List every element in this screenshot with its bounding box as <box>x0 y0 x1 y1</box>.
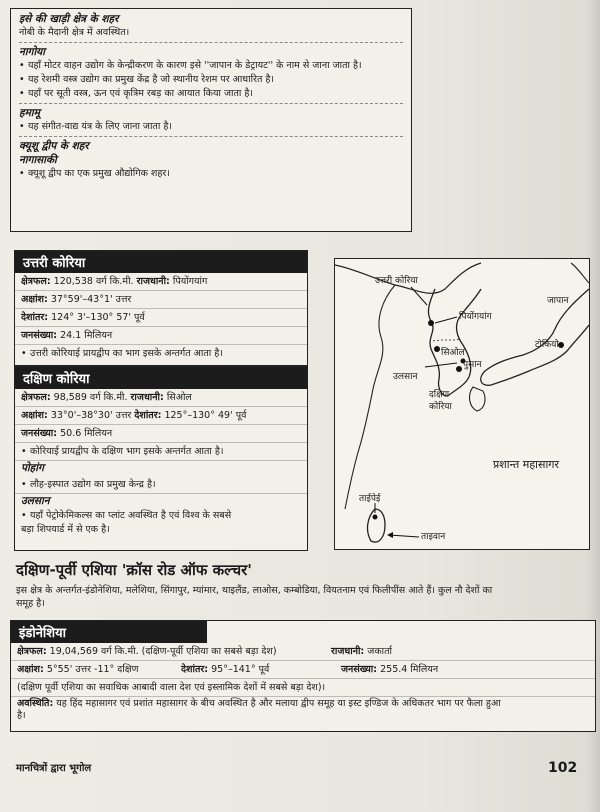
heading-kyushu: क्यूशू द्वीप के शहर <box>19 140 89 152</box>
indo-note-row: (दक्षिण पूर्वी एशिया का सवाधिक आबादी वाला देश एवं इस्लामिक देशों में सबसे बड़ा देश)। <box>11 679 595 697</box>
south-korea-title: दक्षिण कोरिया <box>15 367 307 389</box>
north-korea-box <box>14 250 308 366</box>
sk-area-row: क्षेत्रफल: 98,589 वर्ग कि.मी. राजधानी: सिओल <box>15 389 307 407</box>
ulsan-arrow <box>425 363 457 367</box>
indo-location-row: अवस्थिति: यह हिंद महासागर एवं प्रशांत महासागर के बीच अवस्थित है और मलाया द्वीप समूह या इस्ट इण्डिज के अधिकतर भाग पर फैला हुआ <box>17 698 501 709</box>
pyongyang-dot <box>428 320 434 326</box>
bullet-nagoya-3: • यहाँ पर सूती वस्त्र, ऊन एवं कृत्रिम रबड़ का आयात किया जाता है। <box>19 88 254 99</box>
south-korea-box <box>14 366 308 551</box>
pyongyang-arrow <box>435 317 457 323</box>
divider <box>19 42 403 43</box>
text-ise-bay: नोबी के मैदानी क्षेत्र में अवस्थित। <box>19 27 130 38</box>
label-busan: पुसान <box>463 360 482 370</box>
label-south-korea-2: कोरिया <box>429 402 452 412</box>
label-taipei: ताईपेई <box>359 494 381 504</box>
label-north-korea: उत्तरी कोरिया <box>375 276 418 286</box>
indonesia-title: इंडोनेशिया <box>11 621 207 643</box>
indo-location-row-2: है। <box>17 710 26 721</box>
busan-dot <box>456 366 462 372</box>
divider <box>19 136 403 137</box>
heading-nagasaki: नागासाकी <box>19 154 57 166</box>
japan-hokkaido <box>571 263 589 283</box>
korean-peninsula <box>428 289 481 396</box>
nk-lat-row: अक्षांश: 37°59'–43°1' उत्तर <box>15 291 307 309</box>
seoul-dot <box>434 346 440 352</box>
taiwan-island <box>368 509 385 542</box>
divider <box>19 103 403 104</box>
nk-pop-row: जनसंख्या: 24.1 मिलियन <box>15 327 307 345</box>
japan-kyushu <box>470 387 485 411</box>
para-line-1: इस क्षेत्र के अन्तर्गत-इंडोनेशिया, मलेशिया, सिंगापुर, म्यांमार, थाइलैंड, लाओस, कम्बोडिया, वियतनाम एवं फिलीपींस आते हैं। कुल नौ देशों का <box>16 585 493 596</box>
book-title-footer: मानचित्रों द्वारा भूगोल <box>16 763 92 774</box>
border-line <box>433 339 461 341</box>
bullet-nagoya-1: • यहाँ मोटर वाहन उद्योग के केन्द्रीकरण के कारण इसे ''जापान के डेट्रायट'' के नाम से जाना जाता है। <box>19 60 362 71</box>
north-korea-title: उत्तरी कोरिया <box>15 251 307 273</box>
bullet-nagoya-2: • यह रेशमी वस्त्र उद्योग का प्रमुख केंद्र है जो स्थानीय रेशम पर आधारित है। <box>19 74 275 85</box>
para-line-2: समूह है। <box>16 598 45 609</box>
bullet-hamamatsu: • यह संगीत-वाद्य यंत्र के लिए जाना जाता है। <box>19 121 172 132</box>
label-pyongyang: पियोंगयांग <box>459 312 492 322</box>
taiwan-arrowhead <box>387 532 393 538</box>
taiwan-arrow <box>389 535 419 537</box>
label-taiwan: ताइवान <box>421 532 446 542</box>
sk-note-row: • कोरियाई प्रायद्वीप के दक्षिण भाग इसके अन्तर्गत आता है। <box>15 443 307 461</box>
nk-arrow <box>411 287 427 305</box>
ulsan-note-1: • यहाँ पेट्रोकेमिकल्स का प्लांट अवस्थित है एवं विश्व के सबसे <box>21 510 232 521</box>
sk-pop-row: जनसंख्या: 50.6 मिलियन <box>15 425 307 443</box>
ulsan-note-2: बड़ा शिपयार्ड में से एक है। <box>21 524 110 535</box>
east-asia-map <box>334 258 590 550</box>
heading-pohang: पोहांग <box>21 462 44 474</box>
label-pacific-ocean: प्रशान्त महासागर <box>493 458 559 471</box>
label-ulsan: उलसान <box>393 372 418 382</box>
label-seoul: सिओल <box>441 348 465 358</box>
indo-area-row: क्षेत्रफल: 19,04,569 वर्ग कि.मी. (दक्षिण-पूर्वी एशिया का सबसे बड़ा देश) राजधानी: जकार्ता <box>11 643 595 661</box>
label-south-korea-1: दक्षिण <box>429 390 450 400</box>
sk-latlon-row: अक्षांश: 33°0'–38°30' उत्तर देशांतर: 125°–130° 49' पूर्व <box>15 407 307 425</box>
nk-lon-row: देशांतर: 124° 3'–130° 57' पूर्व <box>15 309 307 327</box>
indo-latlon-row: अक्षांश: 5°55' उत्तर -11° दक्षिण देशांतर: 95°–141° पूर्व जनसंख्या: 255.4 मिलियन <box>11 661 595 679</box>
heading-nagoya: नागोया <box>19 46 45 58</box>
label-japan: जापान <box>547 296 569 306</box>
label-tokyo: टोकियो <box>535 340 559 350</box>
nk-note-row: • उत्तरी कोरियाई प्रायद्वीप का भाग इसके अन्तर्गत आता है। <box>21 348 223 359</box>
japan-cities-box <box>10 8 412 232</box>
indonesia-box <box>10 620 596 732</box>
heading-ulsan: उलसान <box>21 495 50 507</box>
taipei-dot <box>373 515 378 520</box>
pohang-note: • लौह-इस्पात उद्योग का प्रमुख केन्द्र है। <box>15 476 307 494</box>
section-paragraph <box>16 584 594 610</box>
nk-area-row: क्षेत्रफल: 120,538 वर्ग कि.मी. राजधानी: पियोंगयांग <box>15 273 307 291</box>
heading-ise-bay: इसे की खाड़ी क्षेत्र के शहर <box>19 13 119 25</box>
page-number: 102 <box>548 760 578 776</box>
china-coast <box>345 285 395 509</box>
bullet-nagasaki: • क्यूशू द्वीप का एक प्रमुख औद्योगिक शहर। <box>19 168 170 179</box>
section-heading: दक्षिण-पूर्वी एशिया 'क्रॉस रोड ऑफ कल्चर' <box>16 561 252 579</box>
heading-hamamatsu: हमामू <box>19 107 40 119</box>
